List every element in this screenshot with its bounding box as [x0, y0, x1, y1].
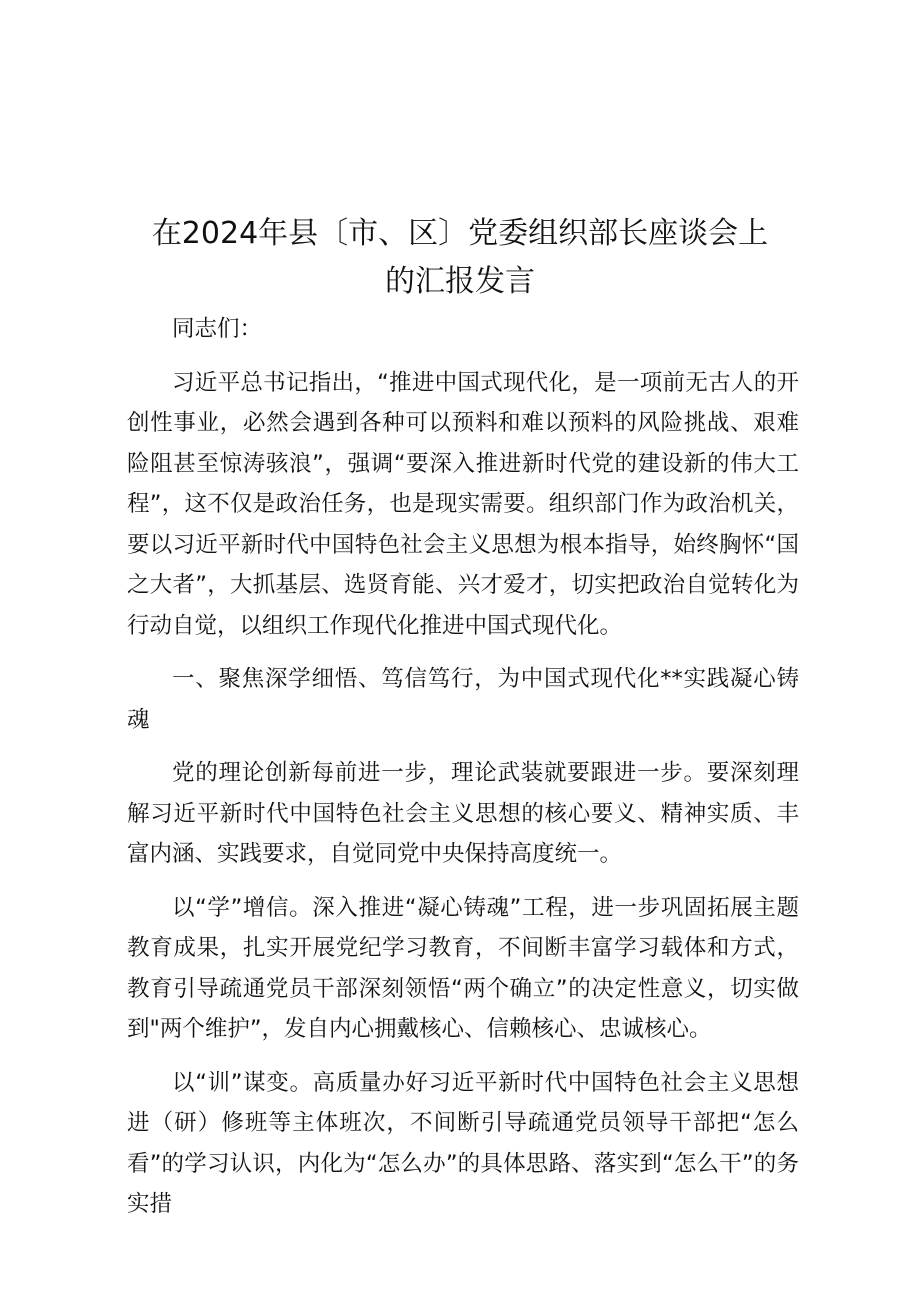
document-title: [100, 210, 820, 306]
paragraph: 以“学”增信。深入推进“凝心铸魂”工程，进一步巩固拓展主题教育成果，扎实开展党纪学习教育，不间断丰富学习载体和方式，教育引导疏通党员干部深刻领悟“两个确立”的决定性意义，切实做到"两个维护”，发自内心拥戴核心、信赖核心、忠诚核心。: [127, 894, 799, 1042]
paragraph: 党的理论创新每前进一步，理论武装就要跟进一步。要深刻理解习近平新时代中国特色社会主义思想的核心要义、精神实质、丰富内涵、实践要求，自觉同党中央保持高度统一。: [127, 760, 799, 867]
document-body: [127, 309, 799, 1238]
section-heading: 一、聚焦深学细悟、笃信笃行，为中国式现代化**实践凝心铸魂: [127, 666, 799, 733]
paragraph-intro: 习近平总书记指出，“推进中国式现代化，是一项前无古人的开创性事业，必然会遇到各种可以预料和难以预料的风险挑战、艰难险阻甚至惊涛骇浪”，强调“要深入推进新时代党的建设新的伟大工程”，这不仅是政治任务，也是现实需要。组织部门作为政治机关，要以习近平新时代中国特色社会主义思想为根本指导，始终胸怀“国之大者”，大抓基层、选贤育能、兴才爱才，切实把政治自觉转化为行动自觉，以组织工作现代化推进中国式现代化。: [127, 369, 799, 639]
paragraph: 以“训”谋变。高质量办好习近平新时代中国特色社会主义思想进（研）修班等主体班次，不间断引导疏通党员领导干部把“怎么看”的学习认识，内化为“怎么办”的具体思路、落实到“怎么干”的务实措: [127, 1069, 799, 1217]
title-line: 的汇报发言: [385, 264, 535, 299]
greeting: 同志们：: [172, 316, 263, 342]
title-line: 在2024年县〔市、区〕党委组织部长座谈会上: [151, 216, 769, 251]
